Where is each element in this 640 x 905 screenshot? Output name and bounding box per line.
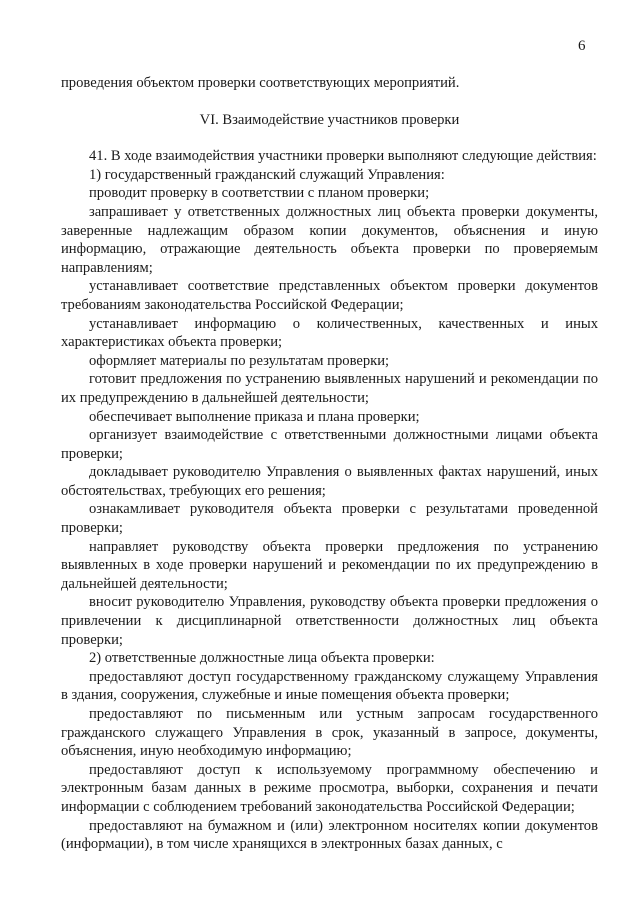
- paragraph: проводит проверку в соответствии с планом проверки;: [89, 185, 430, 202]
- paragraph: устанавливает информацию о количественных, качественных и иных характеристиках объекта проверки;: [61, 315, 598, 351]
- paragraph: организует взаимодействие с ответственными должностными лицами объекта проверки;: [61, 427, 598, 462]
- paragraph: готовит предложения по устранению выявленных нарушений и рекомендации по их предупреждению в дальнейшей деятельности;: [61, 371, 598, 406]
- paragraph: 1) государственный гражданский служащий Управления:: [89, 166, 445, 183]
- continuation-paragraph: проведения объектом проверки соответствующих мероприятий.: [61, 75, 460, 91]
- paragraph: предоставляют по письменным или устным запросам государственного гражданского служащего Управления в срок, указанный в запросе, документы, объяснения, иную необходимую информацию;: [61, 706, 598, 760]
- paragraph: 2) ответственные должностные лица объекта проверки:: [89, 650, 435, 667]
- paragraph: ознакамливает руководителя объекта проверки с результатами проведенной проверки;: [61, 501, 598, 537]
- paragraph: вносит руководителю Управления, руководству объекта проверки предложения о привлечении к дисциплинарной ответственности должностных лиц объекта проверки;: [61, 594, 598, 648]
- paragraph: устанавливает соответствие представленных объектом проверки документов требованиям законодательства Российской Федерации;: [61, 278, 598, 313]
- paragraph: обеспечивает выполнение приказа и плана проверки;: [89, 408, 420, 425]
- paragraph: предоставляют доступ к используемому программному обеспечению и электронным базам данных в режиме просмотра, выборки, сохранения и печати информации с соблюдением требований законодательства Российской Федерации;: [61, 761, 598, 815]
- paragraph: предоставляют доступ государственному гражданскому служащему Управления в здания, сооружения, служебные и иные помещения объекта проверки;: [61, 668, 598, 704]
- section-title: VI. Взаимодействие участников проверки: [199, 111, 460, 128]
- paragraph: 41. В ходе взаимодействия участники проверки выполняют следующие действия:: [89, 148, 597, 165]
- paragraph: направляет руководству объекта проверки предложения по устранению выявленных в ходе проверки нарушений и рекомендации по их предупреждению в дальнейшей деятельности;: [61, 538, 598, 592]
- paragraph: оформляет материалы по результатам проверки;: [89, 352, 390, 369]
- paragraph: запрашивает у ответственных должностных лиц объекта проверки документы, заверенные надлежащим образом копии документов, объяснения и иную информацию, отражающие деятельность объекта проверки по проверяемым направлениям;: [61, 203, 598, 276]
- page-number: 6: [578, 38, 586, 54]
- paragraph: предоставляют на бумажном и (или) электронном носителях копии документов (информации), в том числе хранящихся в электронных базах данных, с: [61, 817, 598, 853]
- paragraph: докладывает руководителю Управления о выявленных фактах нарушений, иных обстоятельствах, требующих его решения;: [61, 464, 598, 499]
- document-body: [61, 74, 598, 854]
